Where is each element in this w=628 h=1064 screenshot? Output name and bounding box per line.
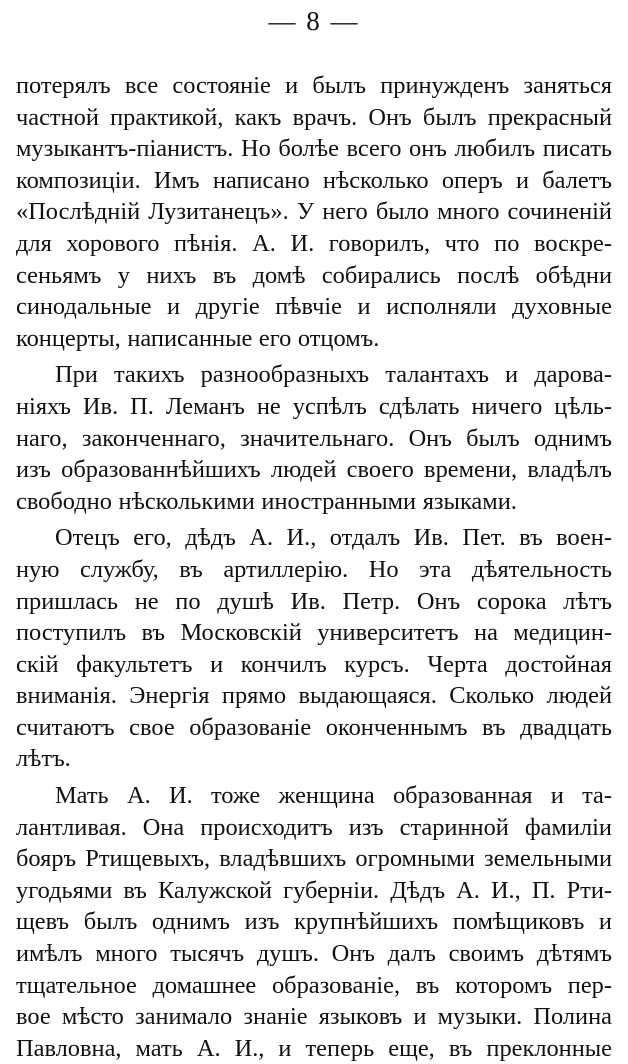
text-line: концерты, написанные его отцомъ. [16,324,380,352]
text-line: Отецъ его, дѣдъ А. И., отдалъ Ив. Пет. въ воен- [55,524,612,552]
text-line: пришлась не по душѣ Ив. Петр. Онъ сорока лѣтъ [16,587,612,615]
text-line: потерялъ все состояніе и былъ принужденъ заняться [16,72,612,99]
text-line: При такихъ разнообразныхъ талантахъ и дарова- [55,361,612,389]
text-line: бояръ Ртищевыхъ, владѣвшихъ огромными земельными [16,845,612,873]
text-line: изъ образованнѣйшихъ людей своего времени, владѣлъ [16,456,612,484]
text-line: Павловна, мать А. И., и теперь еще, въ преклонные [16,1034,612,1062]
paragraph-1 [16,70,612,354]
text-line: считаютъ свое образованіе оконченнымъ въ двадцать [16,713,612,741]
text-line: поступилъ въ Московскій университетъ на медицин- [16,619,612,647]
text-line: сеньямъ у нихъ въ домѣ собирались послѣ обѣдни [16,261,612,289]
text-line: угодьями въ Калужской губерніи. Дѣдъ А. И., П. Рти- [16,876,612,904]
text-line: имѣлъ много тысячъ душъ. Онъ далъ своимъ дѣтямъ [16,940,612,968]
text-line: вое мѣсто занимало знаніе языковъ и музыки. Полина [16,1003,612,1031]
text-line: для хорового пѣнія. А. И. говорилъ, что по воскре- [16,229,612,257]
paragraph-2 [16,359,612,517]
text-line: лантливая. Она происходитъ изъ старинной фамиліи [16,813,612,841]
text-line: вниманія. Энергія прямо выдающаяся. Сколько людей [16,682,612,710]
page-text [16,70,612,1064]
text-line: скій факультетъ и кончилъ курсъ. Черта достойная [16,650,612,678]
text-line: «Послѣдній Лузитанецъ». У него было много сочиненій [16,198,612,226]
text-line: ную службу, въ артиллерію. Но эта дѣятельность [16,555,612,583]
text-line: тщательное домашнее образованіе, въ которомъ пер- [16,971,612,999]
text-line: Мать А. И. тоже женщина образованная и та- [55,782,612,810]
text-line: композиціи. Имъ написано нѣсколько оперъ и балетъ [16,166,612,194]
text-line: лѣтъ. [16,745,71,773]
paragraph-3 [16,522,612,775]
text-line: щевъ былъ однимъ изъ крупнѣйшихъ помѣщиковъ и [16,908,612,936]
page-number: — 8 — [268,6,360,36]
paragraph-4 [16,780,612,1064]
text-line: частной практикой, какъ врачъ. Онъ былъ прекрасный [16,103,612,131]
text-line: свободно нѣсколькими иностранными языками. [16,487,517,515]
text-line: синодальные и другіе пѣвчіе и исполняли духовные [16,293,612,321]
text-line: музыкантъ-піанистъ. Но болѣе всего онъ любилъ писать [16,135,612,163]
text-line: ніяхъ Ив. П. Леманъ не успѣлъ сдѣлать ничего цѣль- [16,392,612,420]
text-line: наго, законченнаго, значительнаго. Онъ былъ однимъ [16,424,612,452]
